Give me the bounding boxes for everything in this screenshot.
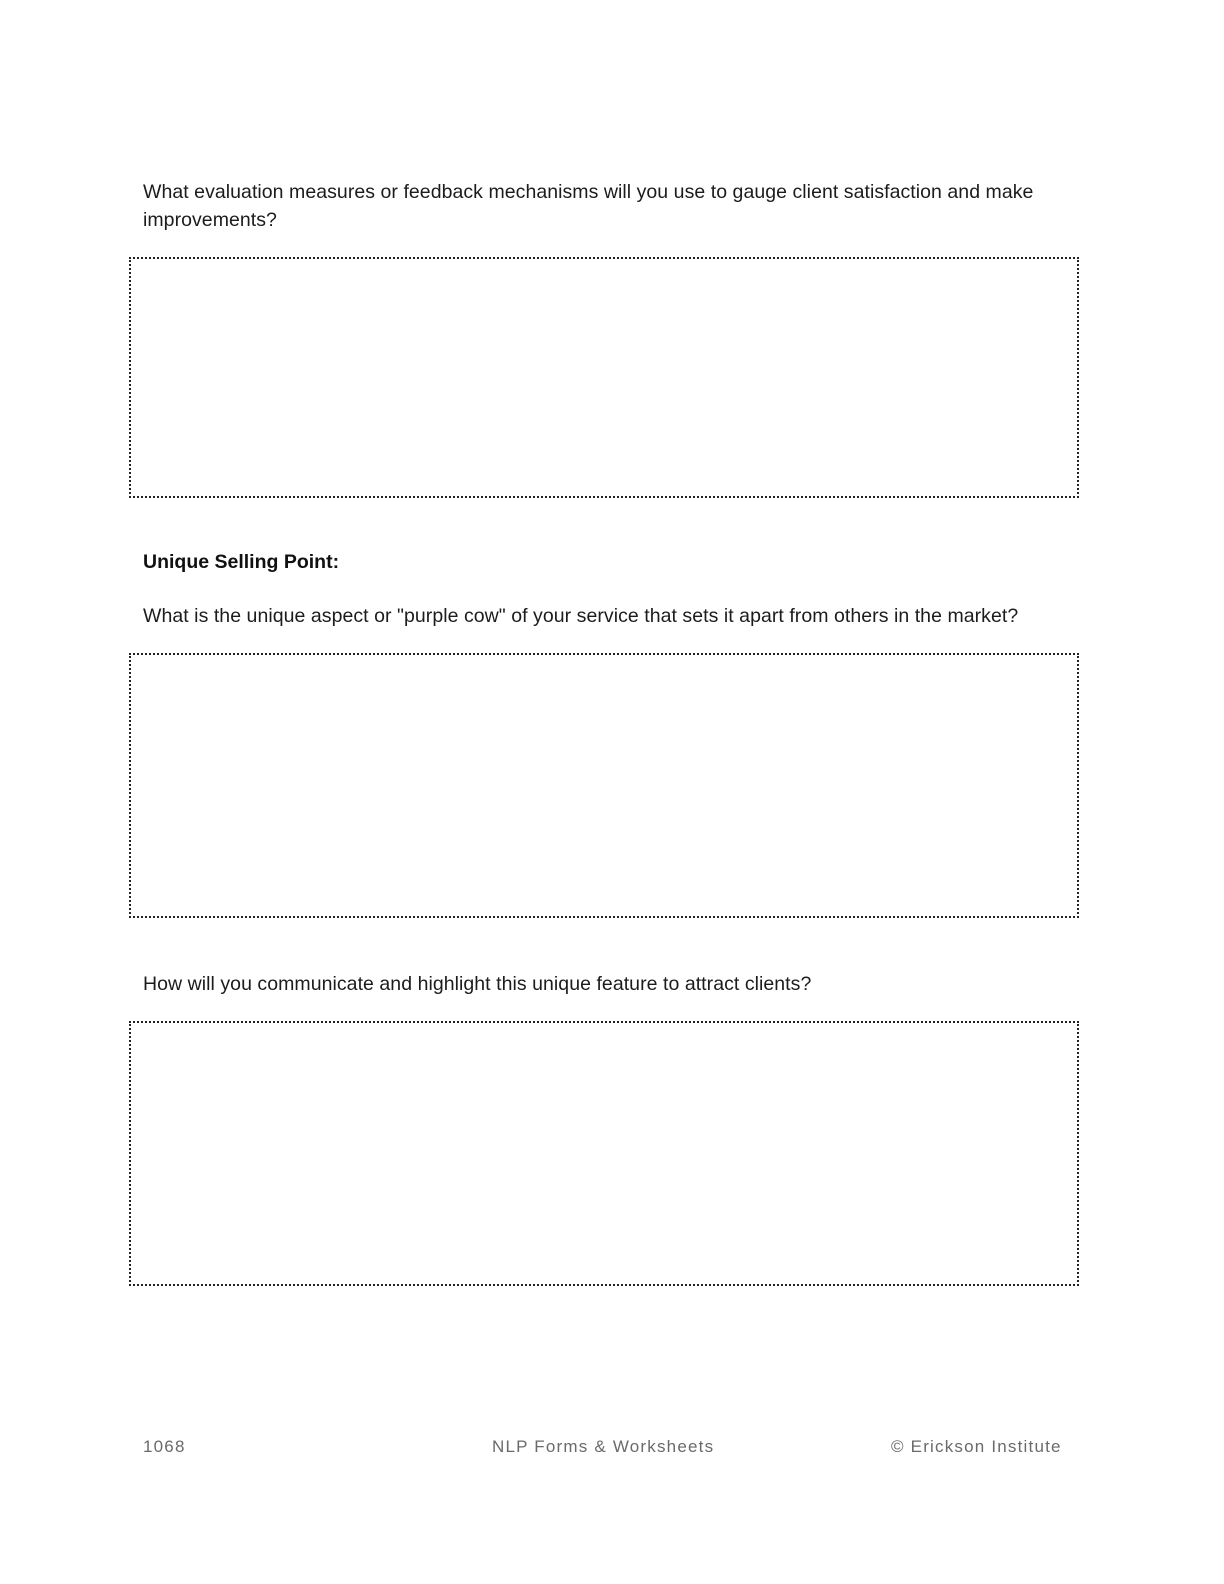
question-evaluation-measures: What evaluation measures or feedback mechanisms will you use to gauge client satisfaction and make improvements? xyxy=(143,181,1034,231)
answer-box-evaluation-measures[interactable] xyxy=(129,257,1079,498)
answer-box-purple-cow[interactable] xyxy=(129,653,1079,918)
question-purple-cow: What is the unique aspect or "purple cow" of your service that sets it apart from others in the market? xyxy=(143,605,1019,627)
section-heading-unique-selling-point: Unique Selling Point: xyxy=(143,551,340,573)
question-communicate-feature: How will you communicate and highlight this unique feature to attract clients? xyxy=(143,973,812,995)
footer-copyright: © Erickson Institute xyxy=(891,1437,1062,1456)
page-number: 1068 xyxy=(143,1437,186,1456)
answer-box-communicate-feature[interactable] xyxy=(129,1021,1079,1286)
footer-title: NLP Forms & Worksheets xyxy=(492,1437,715,1456)
